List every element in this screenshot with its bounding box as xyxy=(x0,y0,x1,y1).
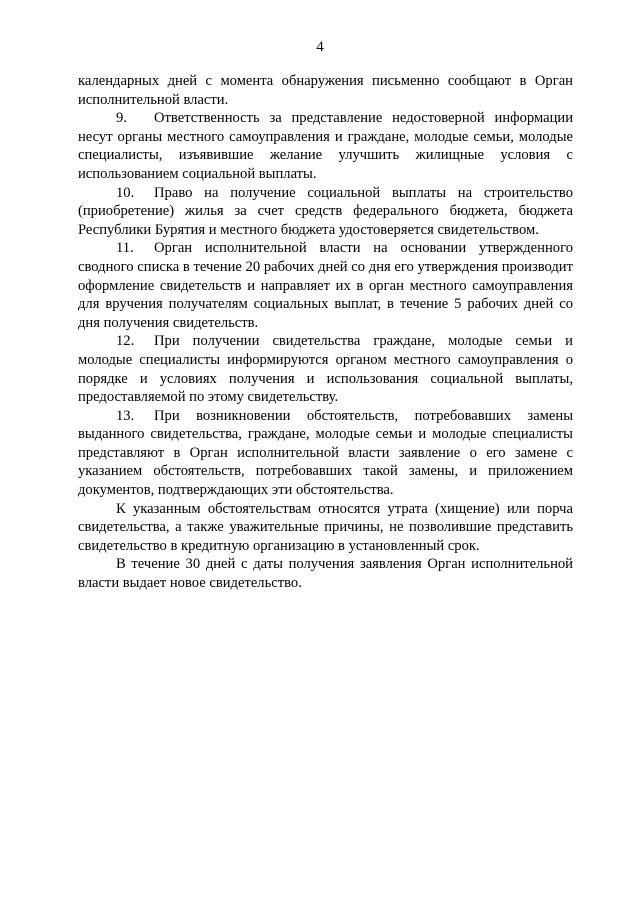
page-number: 4 xyxy=(316,39,324,55)
paragraph-9 xyxy=(78,109,573,183)
paragraph-13 xyxy=(78,407,573,500)
paragraph-number: 13. xyxy=(116,407,135,424)
paragraph-number: 9. xyxy=(116,110,127,127)
paragraph-12 xyxy=(78,332,573,406)
paragraph-11 xyxy=(78,239,573,332)
paragraph-continuation xyxy=(78,72,573,109)
paragraph-number: 11. xyxy=(116,240,134,257)
paragraph-10 xyxy=(78,184,573,240)
paragraph-13-circumstances xyxy=(78,500,573,556)
paragraph-text: К указанным обстоятельствам относятся утрата (хищение) или порча свидетельства, а также уважительные причины, не позволившие представить свидетельство в кредитную организацию в установленный срок. xyxy=(78,500,573,554)
paragraph-number: 12. xyxy=(116,333,135,350)
paragraph-text: календарных дней с момента обнаружения письменно сообщают в Орган исполнительной власти. xyxy=(78,73,573,108)
document-body xyxy=(78,72,573,593)
paragraph-text: При возникновении обстоятельств, потребовавших замены выданного свидетельства, граждане, молодые семьи и молодые специалисты представляют в Орган исполнительной власти заявление о его замене с указанием обстоятельств, потребовавших такой замены, и приложением документов, подтверждающих эти обстоятельства. xyxy=(78,407,573,499)
paragraph-text: Ответственность за представление недостоверной информации несут органы местного самоуправления и граждане, молодые семьи, молодые специалисты, изъявившие желание улучшить жилищные условия с использованием социальной выплаты. xyxy=(78,110,573,182)
paragraph-number: 10. xyxy=(116,184,135,201)
paragraph-text: Право на получение социальной выплаты на строительство (приобретение) жилья за счет средств федерального бюджета, бюджета Республики Бурятия и местного бюджета удостоверяется свидетельством. xyxy=(78,184,573,238)
paragraph-text: При получении свидетельства граждане, молодые семьи и молодые специалисты информируются органом местного самоуправления о порядке и условиях получения и использования социальной выплаты, предоставляемой по этому свидетельству. xyxy=(78,333,573,406)
paragraph-text: В течение 30 дней с даты получения заявления Орган исполнительной власти выдает новое свидетельство. xyxy=(78,556,573,592)
paragraph-text: Орган исполнительной власти на основании утвержденного сводного списка в течение 20 рабочих дней со дня его утверждения производит оформление свидетельств и направляет их в орган местного самоуправления для вручения получателям социальных выплат, в течение 5 рабочих дней со дня получения свидетельств. xyxy=(78,240,573,331)
paragraph-13-new-certificate xyxy=(78,555,573,592)
